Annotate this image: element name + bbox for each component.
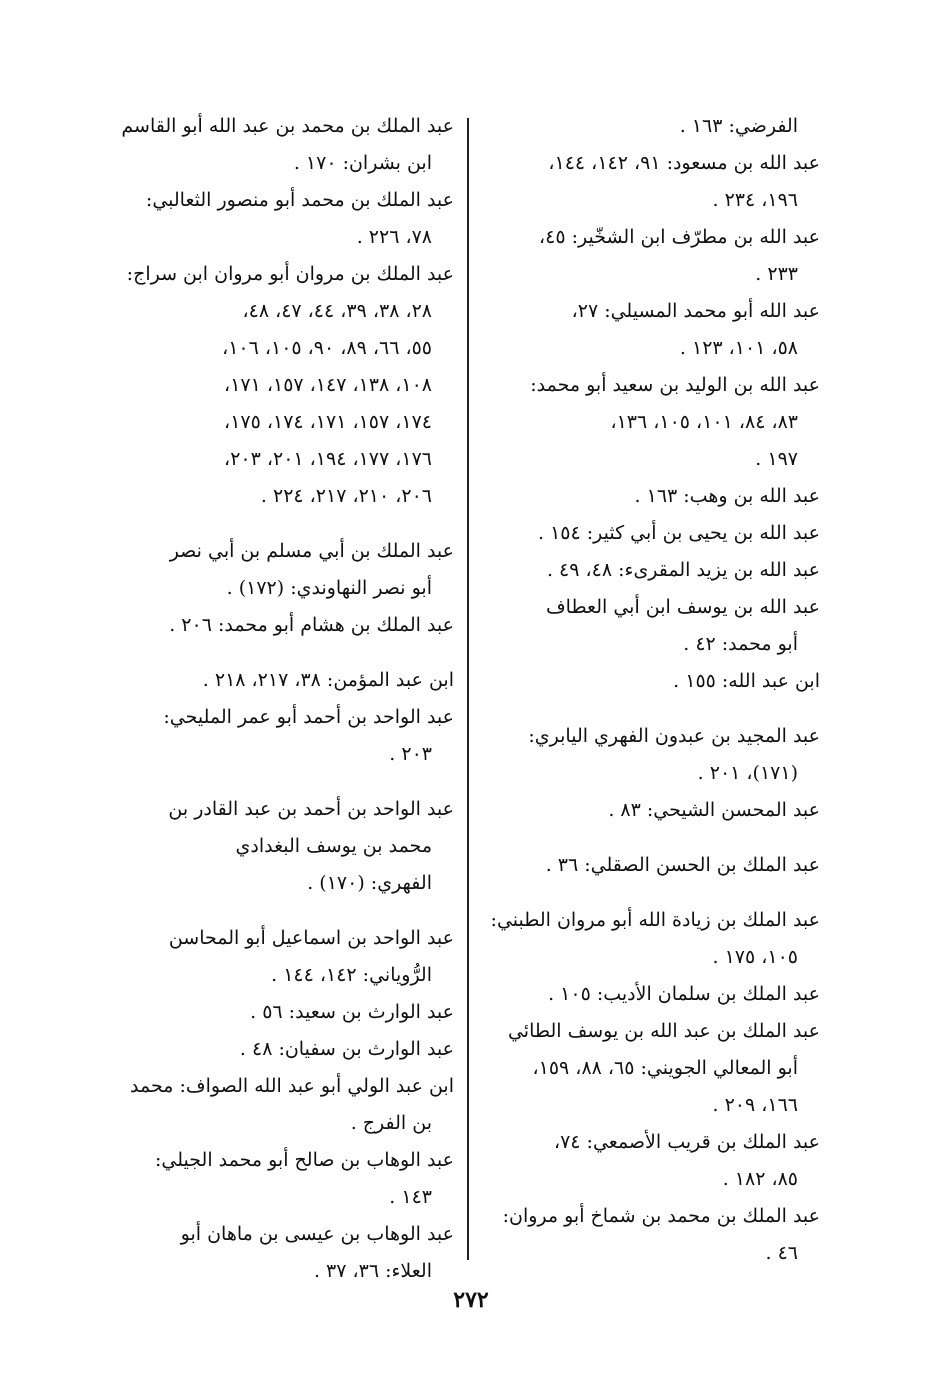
index-entry-line: ١٧٦، ١٧٧، ١٩٤، ٢٠١، ٢٠٣، — [224, 448, 432, 470]
index-entry-line: ٢٣٣ . — [755, 263, 798, 285]
index-entry-line: عبد الملك بن مروان أبو مروان ابن سراج: — [126, 263, 454, 285]
index-entry-line: عبد الملك بن محمد بن عبد الله أبو القاسم — [121, 115, 454, 137]
index-entry-line: عبد الوهاب بن عيسى بن ماهان أبو — [180, 1223, 454, 1245]
index-entry-line: ١٤٣ . — [389, 1186, 432, 1208]
index-entry-line: العلاء: ٣٦، ٣٧ . — [313, 1260, 432, 1282]
index-entry-line: عبد الواحد بن أحمد بن عبد القادر بن — [168, 798, 454, 820]
index-entry-line: عبد الملك بن هشام أبو محمد: ٢٠٦ . — [169, 614, 454, 636]
index-entry-line: ١٠٨، ١٣٨، ١٤٧، ١٥٧، ١٧١، — [224, 374, 432, 396]
index-entry-line: أبو نصر النهاوندي: (١٧٢) . — [226, 577, 432, 599]
index-entry-line: عبد الملك بن محمد بن شماخ أبو مروان: — [502, 1205, 820, 1227]
index-entry-line: عبد الوهاب بن صالح أبو محمد الجيلي: — [155, 1149, 454, 1171]
index-entry-line: عبد الملك بن أبي مسلم بن أبي نصر — [169, 540, 454, 562]
index-entry-line: ١٧٤، ١٥٧، ١٧١، ١٧٤، ١٧٥، — [224, 411, 432, 433]
index-entry-line: الفهري: (١٧٠) . — [307, 872, 432, 894]
index-entry-line: عبد المحسن الشيحي: ٨٣ . — [608, 799, 820, 821]
index-entry-line: عبد الله بن يحيى بن أبي كثير: ١٥٤ . — [537, 522, 820, 544]
index-entry-line: عبد الوارث بن سفيان: ٤٨ . — [239, 1038, 454, 1060]
index-entry-line: ١٦٦، ٢٠٩ . — [712, 1094, 798, 1116]
column-divider — [467, 118, 469, 1260]
index-entry-line: عبد الواحد بن أحمد أبو عمر المليحي: — [163, 706, 454, 728]
index-entry-line: ١٩٦، ٢٣٤ . — [712, 189, 798, 211]
index-entry-line: عبد الملك بن سلمان الأديب: ١٠٥ . — [548, 983, 820, 1005]
index-entry-line: عبد الله بن مسعود: ٩١، ١٤٢، ١٤٤، — [548, 152, 820, 174]
index-entry-line: عبد الله بن يزيد المقرىء: ٤٨، ٤٩ . — [546, 559, 820, 581]
index-entry-line: (١٧١)، ٢٠١ . — [697, 762, 798, 784]
index-entry-line: عبد الواحد بن اسماعيل أبو المحاسن — [168, 927, 454, 949]
index-entry-line: ٥٥، ٦٦، ٨٩، ٩٠، ١٠٥، ١٠٦، — [222, 337, 432, 359]
index-entry-line: أبو المعالي الجويني: ٦٥، ٨٨، ١٥٩، — [532, 1057, 798, 1079]
index-entry-line: محمد بن يوسف البغدادي — [235, 835, 432, 857]
index-entry-line: ١٠٥، ١٧٥ . — [712, 946, 798, 968]
page-number: ٢٧٢ — [453, 1287, 489, 1313]
index-entry-line: ٢٠٦، ٢١٠، ٢١٧، ٢٢٤ . — [260, 485, 432, 507]
index-entry-line: ٧٨، ٢٢٦ . — [356, 226, 432, 248]
index-column-right — [488, 108, 820, 1272]
index-entry-line: ابن عبد المؤمن: ٣٨، ٢١٧، ٢١٨ . — [202, 669, 454, 691]
index-entry-line: أبو محمد: ٤٢ . — [683, 633, 798, 655]
index-entry-line: ٢٨، ٣٨، ٣٩، ٤٤، ٤٧، ٤٨، — [242, 300, 432, 322]
index-entry-line: عبد الملك بن محمد أبو منصور الثعالبي: — [145, 189, 454, 211]
index-entry-line: ٥٨، ١٠١، ١٢٣ . — [679, 337, 798, 359]
index-entry-line: ابن عبد الله: ١٥٥ . — [673, 670, 820, 692]
index-entry-line: عبد الوارث بن سعيد: ٥٦ . — [250, 1001, 454, 1023]
index-entry-line: ٨٣، ٨٤، ١٠١، ١٠٥، ١٣٦، — [610, 411, 798, 433]
index-entry-line: عبد الملك بن قريب الأصمعي: ٧٤، — [553, 1131, 820, 1153]
index-entry-line: عبد الملك بن الحسن الصقلي: ٣٦ . — [545, 854, 820, 876]
index-entry-line: عبد الملك بن عبد الله بن يوسف الطائي — [507, 1020, 820, 1042]
index-entry-line: ٢٠٣ . — [389, 743, 432, 765]
index-entry-line: عبد الله بن مطرّف ابن الشخّير: ٤٥، — [538, 226, 820, 248]
index-entry-line: عبد الله بن وهب: ١٦٣ . — [634, 485, 820, 507]
index-entry-line: ابن عبد الولي أبو عبد الله الصواف: محمد — [130, 1075, 454, 1097]
index-entry-line: ابن بشران: ١٧٠ . — [293, 152, 432, 174]
index-entry-line: ٤٦ . — [765, 1242, 798, 1264]
index-entry-line: عبد الملك بن زيادة الله أبو مروان الطبني: — [490, 909, 820, 931]
index-entry-line: عبد الله بن يوسف ابن أبي العطاف — [545, 596, 820, 618]
index-entry-line: عبد الله بن الوليد بن سعيد أبو محمد: — [530, 374, 820, 396]
index-column-left — [118, 108, 454, 1290]
index-entry-line: عبد الله أبو محمد المسيلي: ٢٧، — [571, 300, 820, 322]
index-entry-line: بن الفرج . — [350, 1112, 432, 1134]
index-entry-line: ١٩٧ . — [755, 448, 798, 470]
index-entry-line: ٨٥، ١٨٢ . — [722, 1168, 798, 1190]
index-entry-line: عبد المجيد بن عبدون الفهري اليابري: — [528, 725, 820, 747]
index-entry-line: الفرضي: ١٦٣ . — [679, 115, 798, 137]
index-entry-line: الرُّوياني: ١٤٢، ١٤٤ . — [271, 964, 432, 986]
